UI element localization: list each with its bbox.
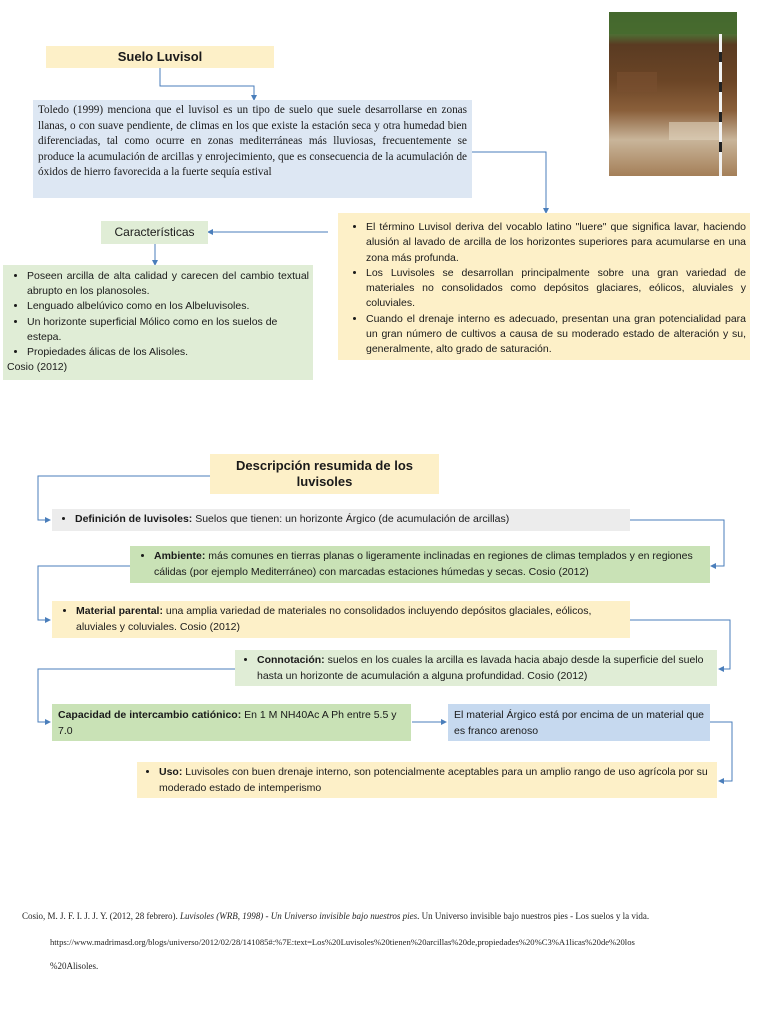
caracteristicas-list xyxy=(3,265,313,380)
caracteristica-item: • Lenguado albelúvico como en los Albeluvisoles. xyxy=(27,299,309,314)
caracteristicas-citation: Cosio (2012) xyxy=(7,361,68,374)
capacidad-box xyxy=(52,704,411,741)
argico-box: El material Árgico está por encima de un material que es franco arenoso xyxy=(448,704,710,741)
connotacion-box xyxy=(235,650,717,686)
origen-item: • El término Luvisol deriva del vocablo latino "luere" que significa lavar, haciendo alusión al lavado de arcilla de los horizontes superiores para acumularse en una zona más profunda. xyxy=(366,220,746,266)
material-text: una amplia variedad de materiales no consolidados incluyendo depósitos glaciales, eólicos, aluviales y coluviales. Cosio (2012) xyxy=(76,605,592,633)
caracteristicas-title: Características xyxy=(101,221,208,244)
ambiente-box xyxy=(130,546,710,583)
caracteristica-item: • Propiedades álicas de los Alisoles. xyxy=(27,345,309,360)
soil-profile-photo xyxy=(609,12,737,176)
ambiente-text: más comunes en tierras planas o ligeramente inclinadas en regiones de climas templados y en regiones cálidas (por ejemplo Mediterráneo) con marcadas estaciones húmedas y secas. Cosio (2012) xyxy=(154,550,693,578)
caracteristica-item: • Poseen arcilla de alta calidad y carecen del cambio textual abrupto en los planosoles. xyxy=(27,269,309,299)
capacidad-label: Capacidad de intercambio catiónico: xyxy=(58,709,242,721)
material-label: Material parental: xyxy=(76,605,163,617)
definicion-text: Suelos que tienen: un horizonte Árgico (de acumulación de arcillas) xyxy=(192,513,510,525)
definicion-label: Definición de luvisoles: xyxy=(75,513,193,525)
origen-list xyxy=(338,213,750,360)
connotacion-label: Connotación: xyxy=(257,654,325,666)
connotacion-text: suelos en los cuales la arcilla es lavada hacia abajo desde la superficie del suelo hasta un horizonte de acumulación a alguna profundidad. Cosio (2012) xyxy=(257,654,704,682)
descripcion-title: Descripción resumida de los luvisoles xyxy=(210,454,439,494)
ambiente-label: Ambiente: xyxy=(154,550,206,562)
reference-url-end: %20Alisoles. xyxy=(50,961,99,971)
origen-item: • Cuando el drenaje interno es adecuado, presentan una gran potencialidad para un gran número de cultivos a causa de su moderado estado de alteración y su, generalmente, alto grado de saturación. xyxy=(366,312,746,358)
capacidad-text: En 1 M NH40Ac A Ph entre 5.5 y 7.0 xyxy=(58,709,397,737)
intro-paragraph: Toledo (1999) menciona que el luvisol es un tipo de suelo que suele desarrollarse en zonas llanas, o con suave pendiente, de climas en los que existe la estación seca y otra humedad bien diferenciadas, tal como ocurre en zonas mediterráneas más lluviosas, frecuentemente se produce la acumulación de arcillas y enrojecimiento, que es consecuencia de la acumulación de óxidos de hierro favorecida a la fuerte sequía estival xyxy=(33,100,472,198)
definicion-box xyxy=(52,509,630,531)
reference-line-1: Cosio, M. J. F. I. J. J. Y. (2012, 28 febrero). Luvisoles (WRB, 1998) - Un Universo invisible bajo nuestros pies. Un Universo invisible bajo nuestros pies - Los suelos y la vida. xyxy=(22,911,650,921)
uso-box xyxy=(137,762,717,798)
caracteristica-item: • Un horizonte superficial Mólico como en los suelos de estepa. xyxy=(27,315,309,345)
material-box xyxy=(52,601,630,638)
reference-url[interactable]: https://www.madrimasd.org/blogs/universo/2012/02/28/141085#:%7E:text=Los%20Luvisoles%20tienen%20arcillas%20de,propiedades%20%C3%A1licas%20de%20los xyxy=(50,937,635,947)
uso-text: Luvisoles con buen drenaje interno, son potencialmente aceptables para un amplio rango de uso agrícola por su moderado estado de intemperismo xyxy=(159,766,708,794)
reference-title: Luvisoles (WRB, 1998) - Un Universo invisible bajo nuestros pies xyxy=(180,911,418,921)
uso-label: Uso: xyxy=(159,766,183,778)
suelo-luvisol-title: Suelo Luvisol xyxy=(46,46,274,68)
origen-item: • Los Luvisoles se desarrollan principalmente sobre una gran variedad de materiales no consolidados como depósitos glaciares, eólicos, aluviales y coluviales. xyxy=(366,266,746,312)
